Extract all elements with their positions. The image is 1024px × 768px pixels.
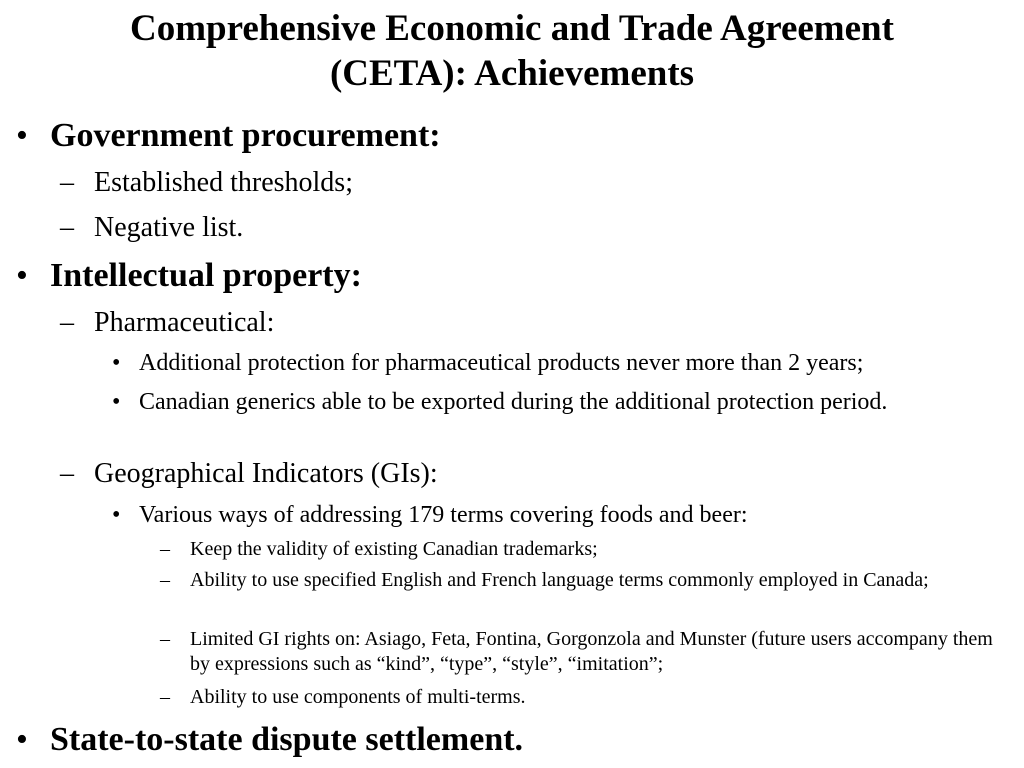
item-text: Negative list. xyxy=(94,212,244,243)
item-established-thresholds xyxy=(60,166,353,200)
heading-government-procurement: Government procurement: xyxy=(50,117,441,154)
dash-marker: – xyxy=(60,307,74,338)
item-negative-list xyxy=(60,211,243,245)
bullet-dispute-settlement xyxy=(16,720,523,760)
item-english-french-terms xyxy=(160,568,1010,593)
item-pharma-protection xyxy=(112,348,1001,378)
item-text: Limited GI rights on: Asiago, Feta, Fontina, Gorgonzola and Munster (future users accompany them by expressions such as “kind”, “type”, “style”, “imitation”; xyxy=(190,628,993,675)
bullet-intellectual-property xyxy=(16,256,362,296)
slide-title xyxy=(0,6,1024,96)
item-text: Keep the validity of existing Canadian trademarks; xyxy=(190,538,598,560)
bullet-marker: • xyxy=(16,721,28,758)
item-multi-terms xyxy=(160,685,1010,710)
item-various-ways xyxy=(112,500,1001,530)
item-text: Additional protection for pharmaceutical products never more than 2 years; xyxy=(139,350,864,376)
dash-marker: – xyxy=(160,686,170,708)
item-geographical-indicators xyxy=(60,457,438,491)
item-canadian-trademarks xyxy=(160,537,1010,562)
dash-marker: – xyxy=(160,628,170,650)
heading-dispute-settlement: State-to-state dispute settlement. xyxy=(50,721,524,758)
item-text: Ability to use specified English and French language terms commonly employed in Canada; xyxy=(190,569,929,591)
heading-intellectual-property: Intellectual property: xyxy=(50,257,362,294)
item-text: Pharmaceutical: xyxy=(94,307,275,338)
dash-marker: – xyxy=(60,458,74,489)
bullet-marker: • xyxy=(112,389,121,415)
dash-marker: – xyxy=(160,538,170,560)
bullet-government-procurement xyxy=(16,116,441,156)
slide-title-line-2: (CETA): Achievements xyxy=(329,53,695,94)
item-text: Ability to use components of multi-terms. xyxy=(190,686,526,708)
item-limited-gi-rights xyxy=(160,627,1010,677)
item-text: Geographical Indicators (GIs): xyxy=(94,458,438,489)
item-text: Established thresholds; xyxy=(94,167,353,198)
item-text: Canadian generics able to be exported during the additional protection period. xyxy=(139,389,888,415)
bullet-marker: • xyxy=(112,502,121,528)
bullet-marker: • xyxy=(16,117,28,154)
item-text: Various ways of addressing 179 terms covering foods and beer: xyxy=(139,502,748,528)
bullet-marker: • xyxy=(16,257,28,294)
item-canadian-generics xyxy=(112,387,1001,417)
dash-marker: – xyxy=(160,569,170,591)
bullet-marker: • xyxy=(112,350,121,376)
dash-marker: – xyxy=(60,167,74,198)
item-pharmaceutical xyxy=(60,306,274,340)
dash-marker: – xyxy=(60,212,74,243)
slide-title-line-1: Comprehensive Economic and Trade Agreement xyxy=(130,8,894,49)
